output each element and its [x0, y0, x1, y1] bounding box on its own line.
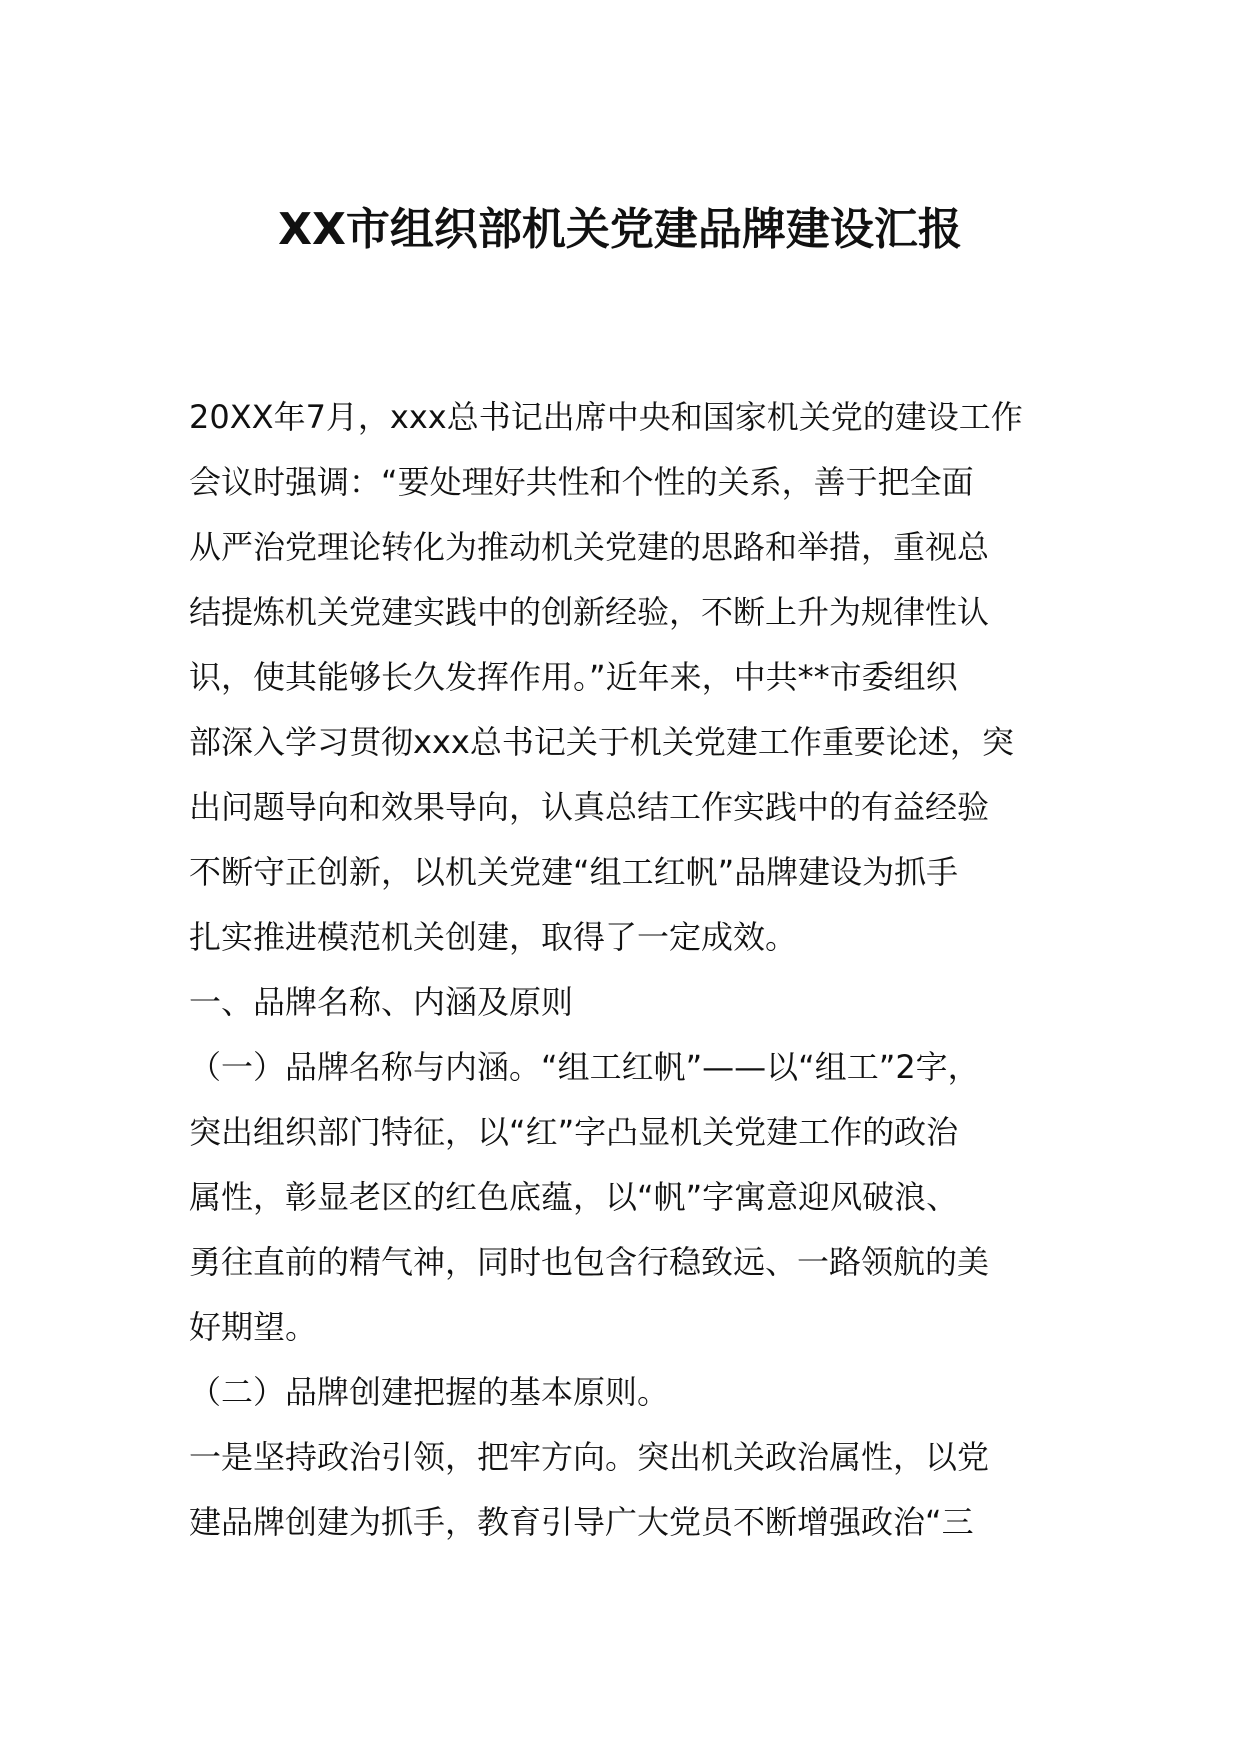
text-line: （一）品牌名称与内涵。“组工红帆”——以“组工”2字， [189, 1048, 980, 1086]
text-line: 从严治党理论转化为推动机关党建的思路和举措，重视总 [189, 528, 990, 566]
text-line: 出问题导向和效果导向，认真总结工作实践中的有益经验 [189, 788, 990, 826]
text-line: 一是坚持政治引领，把牢方向。突出机关政治属性，以党 [189, 1438, 990, 1476]
text-line: 勇往直前的精气神，同时也包含行稳致远、一路领航的美 [189, 1243, 990, 1281]
section-heading: 一、品牌名称、内涵及原则 [189, 983, 574, 1021]
document-title: XX市组织部机关党建品牌建设汇报 [278, 204, 962, 255]
text-line: 部深入学习贯彻xxx总书记关于机关党建工作重要论述，突 [189, 723, 1014, 761]
text-line: 20XX年7月，xxx总书记出席中央和国家机关党的建设工作 [189, 398, 1023, 436]
text-line: 不断守正创新，以机关党建“组工红帆”品牌建设为抓手 [189, 853, 959, 891]
subsection-heading: （二）品牌创建把握的基本原则。 [189, 1373, 670, 1411]
text-line: 扎实推进模范机关创建，取得了一定成效。 [189, 918, 798, 956]
text-line: 结提炼机关党建实践中的创新经验，不断上升为规律性认 [189, 593, 990, 631]
text-line: 建品牌创建为抓手，教育引导广大党员不断增强政治“三 [189, 1503, 974, 1541]
text-line: 突出组织部门特征，以“红”字凸显机关党建工作的政治 [189, 1113, 959, 1151]
text-line: 好期望。 [189, 1308, 318, 1346]
text-line: 识，使其能够长久发挥作用。”近年来，中共**市委组织 [189, 658, 958, 696]
text-line: 属性，彰显老区的红色底蕴，以“帆”字寓意迎风破浪、 [189, 1178, 959, 1216]
document-body [189, 385, 1069, 1555]
text-line: 会议时强调：“要处理好共性和个性的关系，善于把全面 [189, 463, 974, 501]
